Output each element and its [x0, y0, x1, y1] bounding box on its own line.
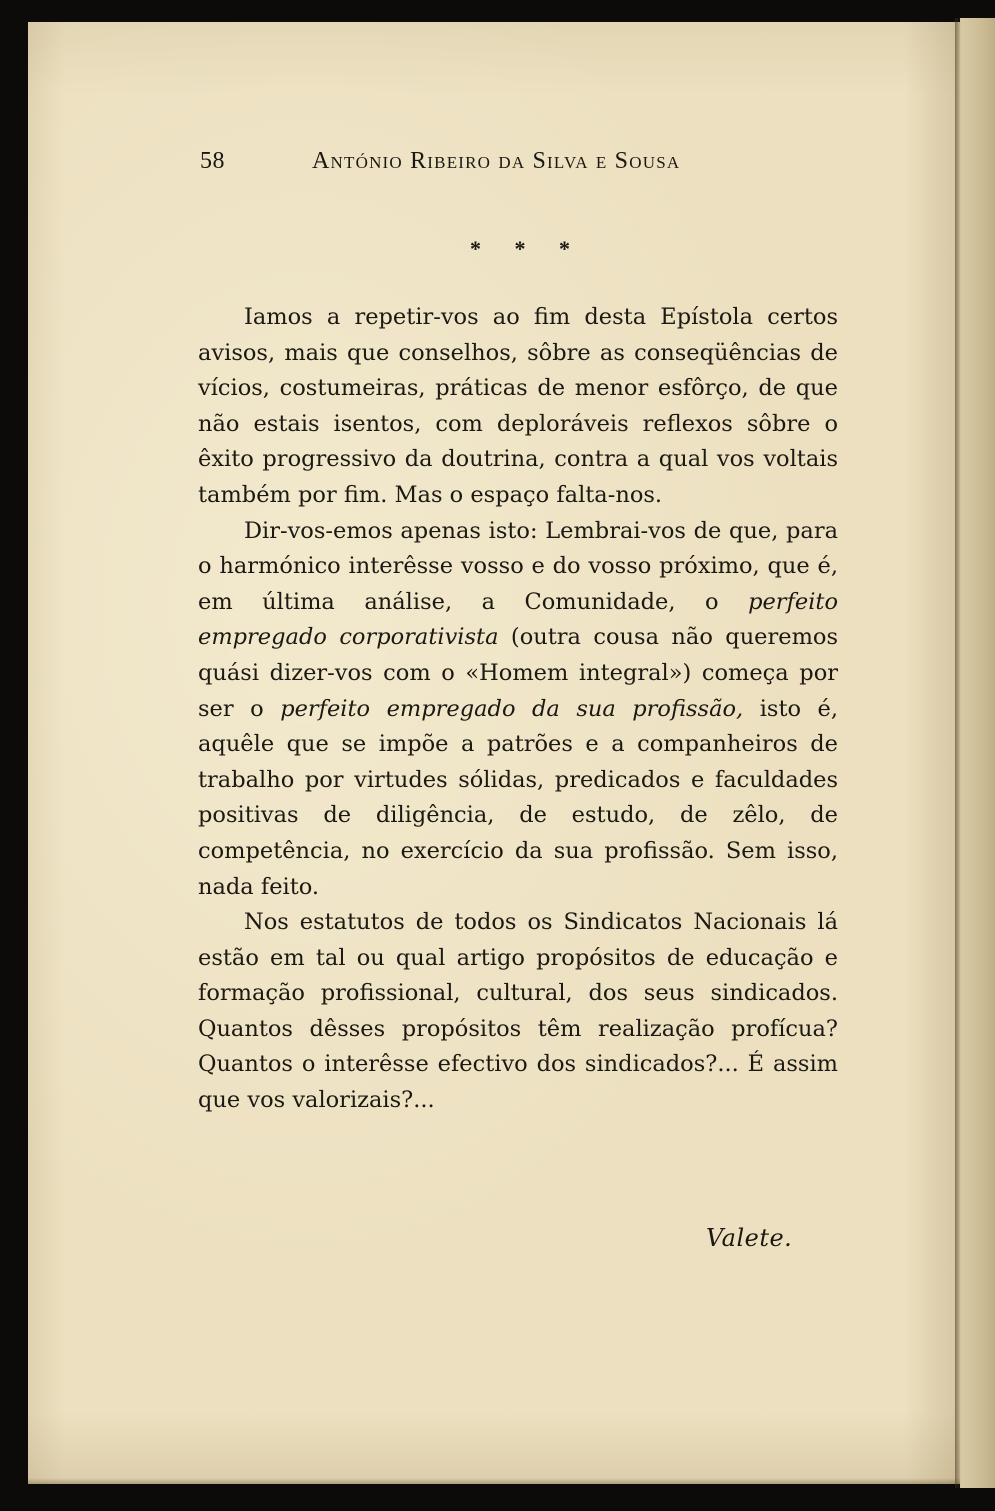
paragraph-2-part-c: (outra cousa não queremos quási dizer-vos com o «Homem integral») começa por ser o	[198, 624, 838, 722]
paragraph-2-part-a: Dir-vos-emos apenas isto: Lembrai-vos de que, para o harmónico interêsse vosso e do vosso próximo, que é, em última análise, a Comunidade, o	[198, 517, 838, 615]
running-head: António Ribeiro da Silva e Sousa	[312, 148, 681, 174]
gutter-shadow	[955, 18, 961, 1488]
paragraph-1: Iamos a repetir-vos ao fim desta Epístola certos avisos, mais que conselhos, sôbre as conseqüências de vícios, costumeiras, práticas de menor esfôrço, de que não estais isentos, com deploráveis reflexos sôbre o êxito progressivo da doutrina, contra a qual vos voltais também por fim. Mas o espaço falta-nos.	[198, 304, 838, 508]
paragraph-2-italic-a: perfeito empregado corporativista	[198, 588, 838, 651]
paragraph-2	[198, 514, 838, 906]
paragraph-2-italic-b: perfeito empregado da sua profissão,	[280, 695, 744, 722]
bottom-edge-shadow	[28, 1478, 960, 1484]
paragraph-3: Nos estatutos de todos os Sindicatos Nacionais lá estão em tal ou qual artigo propósitos de educação e formação profissional, cultural, dos seus sindicados. Quantos dêsses propósitos têm realização profícua? Quantos o interêsse efectivo dos sindicados?... É assim que vos valorizais?...	[198, 909, 838, 1114]
page-number: 58	[200, 148, 225, 174]
body-text	[198, 300, 838, 1119]
adjacent-page-edge	[960, 18, 995, 1488]
section-asterism: * * *	[470, 236, 584, 261]
paragraph-2-part-e: isto é, aquêle que se impõe a patrões e a companheiros de trabalho por virtudes sólidas, predicados e faculdades positivas de diligência, de estudo, de zêlo, de competência, no exercício da sua profissão. Sem isso, nada feito.	[198, 695, 839, 900]
closing-valediction: Valete.	[706, 1224, 793, 1252]
page-header	[200, 148, 760, 188]
